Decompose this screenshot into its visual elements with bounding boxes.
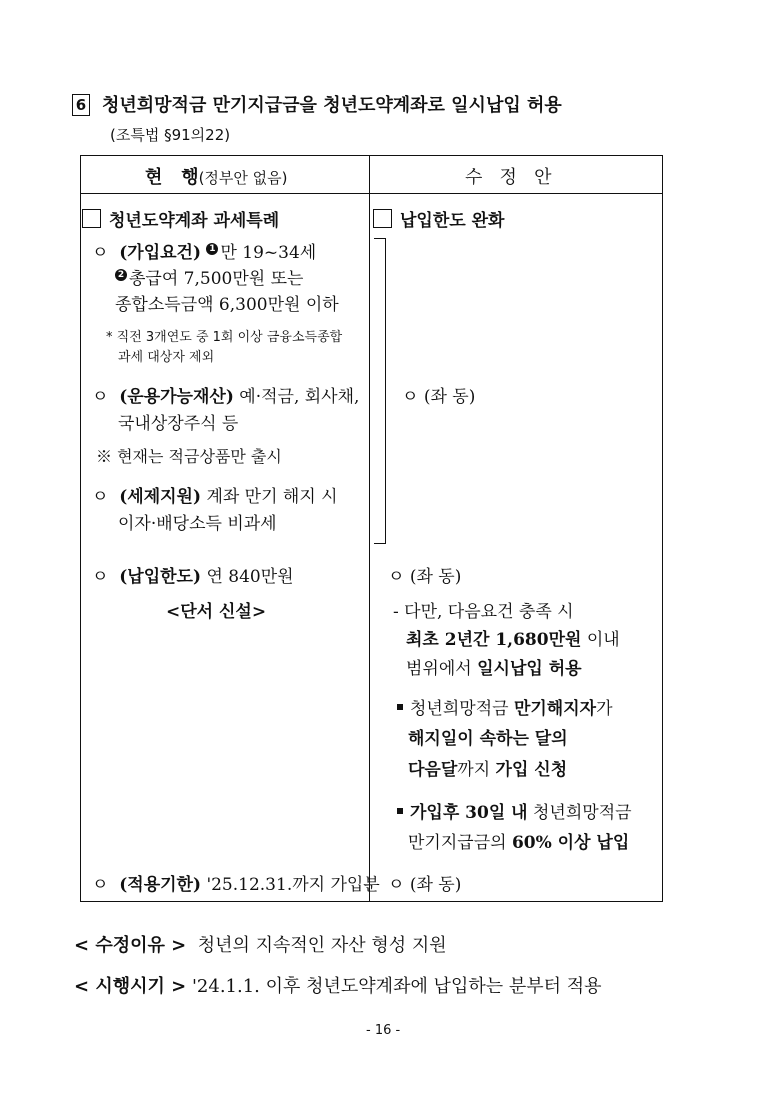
checkbox-square-icon <box>373 209 392 228</box>
column-header-proposed: 수 정 안 <box>465 167 552 188</box>
eligibility-line2: 2 총급여 7,500만원 또는 <box>115 264 303 289</box>
current-product-note: ※ 현재는 적금상품만 출시 <box>96 447 282 466</box>
bullet-square-icon <box>397 704 403 710</box>
right-section-title: 납입한도 완화 <box>373 206 504 231</box>
condition1-line1: 청년희망적금 만기해지자가 <box>397 694 613 719</box>
law-reference: (조특법 §91의22) <box>110 126 231 144</box>
same-as-left-3: ㅇ (좌 동) <box>388 875 462 895</box>
condition1-line2: 해지일이 속하는 달의 <box>408 729 568 749</box>
tax-line2: 이자·배당소득 비과세 <box>118 514 277 534</box>
new-proviso-label: <단서 신설> <box>166 602 267 622</box>
assets-line2: 국내상장주식 등 <box>118 414 239 434</box>
eligibility-line1: ㅇ (가입요건) 1 만 19~34세 <box>92 243 317 263</box>
proviso-line3: 범위에서 일시납입 허용 <box>406 659 582 679</box>
circled-number-2-icon: 2 <box>115 269 127 281</box>
limit-line: ㅇ (납입한도) 연 840만원 <box>92 567 294 587</box>
condition2-line1: 가입후 30일 내 청년희망적금 <box>397 798 632 823</box>
footnote-line1: * 직전 3개연도 중 1회 이상 금융소득종합 <box>106 330 343 345</box>
same-as-left-2: ㅇ (좌 동) <box>388 567 462 587</box>
same-as-left-bracket <box>374 238 386 544</box>
footnote-line2: 과세 대상자 제외 <box>118 350 215 365</box>
assets-line1: ㅇ (운용가능재산) 예·적금, 회사채, <box>92 387 360 407</box>
section-heading <box>72 91 562 117</box>
column-divider <box>369 155 370 902</box>
condition2-line2: 만기지급금의 60% 이상 납입 <box>408 833 630 853</box>
revision-reason: < 수정이유 > 청년의 지속적인 자산 형성 지원 <box>74 935 447 956</box>
checkbox-square-icon <box>82 209 101 228</box>
section-title: 청년희망적금 만기지급금을 청년도약계좌로 일시납입 허용 <box>102 95 562 116</box>
tax-line1: ㅇ (세제지원) 계좌 만기 해지 시 <box>92 487 338 507</box>
condition1-line3: 다음달까지 가입 신청 <box>408 760 568 780</box>
column-header-current: 현 행(정부안 없음) <box>145 167 288 188</box>
bullet-square-icon <box>397 808 403 814</box>
proviso-line2: 최초 2년간 1,680만원 이내 <box>406 630 620 650</box>
deadline-line: ㅇ (적용기한) '25.12.31.까지 가입분 <box>92 875 380 895</box>
proviso-line1: - 다만, 다음요건 충족 시 <box>393 602 574 622</box>
header-divider <box>80 193 663 194</box>
eligibility-line3: 종합소득금액 6,300만원 이하 <box>115 295 339 315</box>
same-as-left-1: ㅇ (좌 동) <box>402 387 476 407</box>
page-number: - 16 - <box>366 1023 401 1038</box>
circled-number-1-icon: 1 <box>206 243 218 255</box>
effective-date: < 시행시기 > '24.1.1. 이후 청년도약계좌에 납입하는 분부터 적용 <box>74 976 602 997</box>
left-section-title: 청년도약계좌 과세특례 <box>82 206 279 231</box>
section-number: 6 <box>72 94 90 116</box>
